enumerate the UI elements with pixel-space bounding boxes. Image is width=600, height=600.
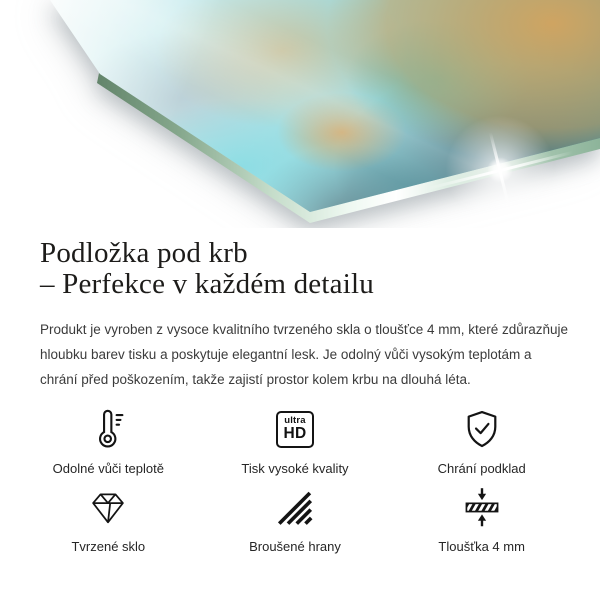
page-title-line2: – Perfekce v každém detailu <box>40 268 374 300</box>
ultra-hd-icon <box>276 406 314 452</box>
shield-check-icon <box>460 406 504 452</box>
product-info-section <box>0 238 600 554</box>
thickness-icon <box>460 484 504 530</box>
feature-label: Chrání podklad <box>437 461 526 476</box>
feature-item-tempered-glass <box>15 484 202 554</box>
features-grid <box>15 406 575 554</box>
page-title-line1: Podložka pod krb <box>40 237 248 269</box>
feature-item-protects-surface <box>388 406 575 476</box>
feature-label: Odolné vůči teplotě <box>52 461 164 476</box>
diamond-icon <box>85 484 131 530</box>
product-description: Produkt je vyroben z vysoce kvalitního tvrzeného skla o tloušťce 4 mm, které zdůrazňuje hloubku barev tisku a poskytuje elegantní lesk. Je odolný vůči vysokým teplotám a chrání před poškozením, takže zajistí prostor kolem krbu na dlouhá léta. <box>40 322 569 387</box>
feature-label: Tloušťka 4 mm <box>438 539 525 554</box>
feature-item-beveled-edges <box>202 484 389 554</box>
beveled-edges-icon <box>274 484 316 530</box>
thermometer-icon <box>85 406 131 452</box>
feature-label: Tisk vysoké kvality <box>241 461 349 476</box>
ultra-hd-icon-text-small: ultra <box>284 415 306 427</box>
feature-item-thickness <box>388 484 575 554</box>
feature-label: Tvrzené sklo <box>71 539 146 554</box>
feature-item-print-quality <box>202 406 389 476</box>
feature-item-temperature <box>15 406 202 476</box>
page-title <box>40 238 600 300</box>
product-hero-image <box>0 0 600 228</box>
feature-label: Broušené hrany <box>249 539 341 554</box>
ultra-hd-icon-text-big: HD <box>283 425 307 443</box>
